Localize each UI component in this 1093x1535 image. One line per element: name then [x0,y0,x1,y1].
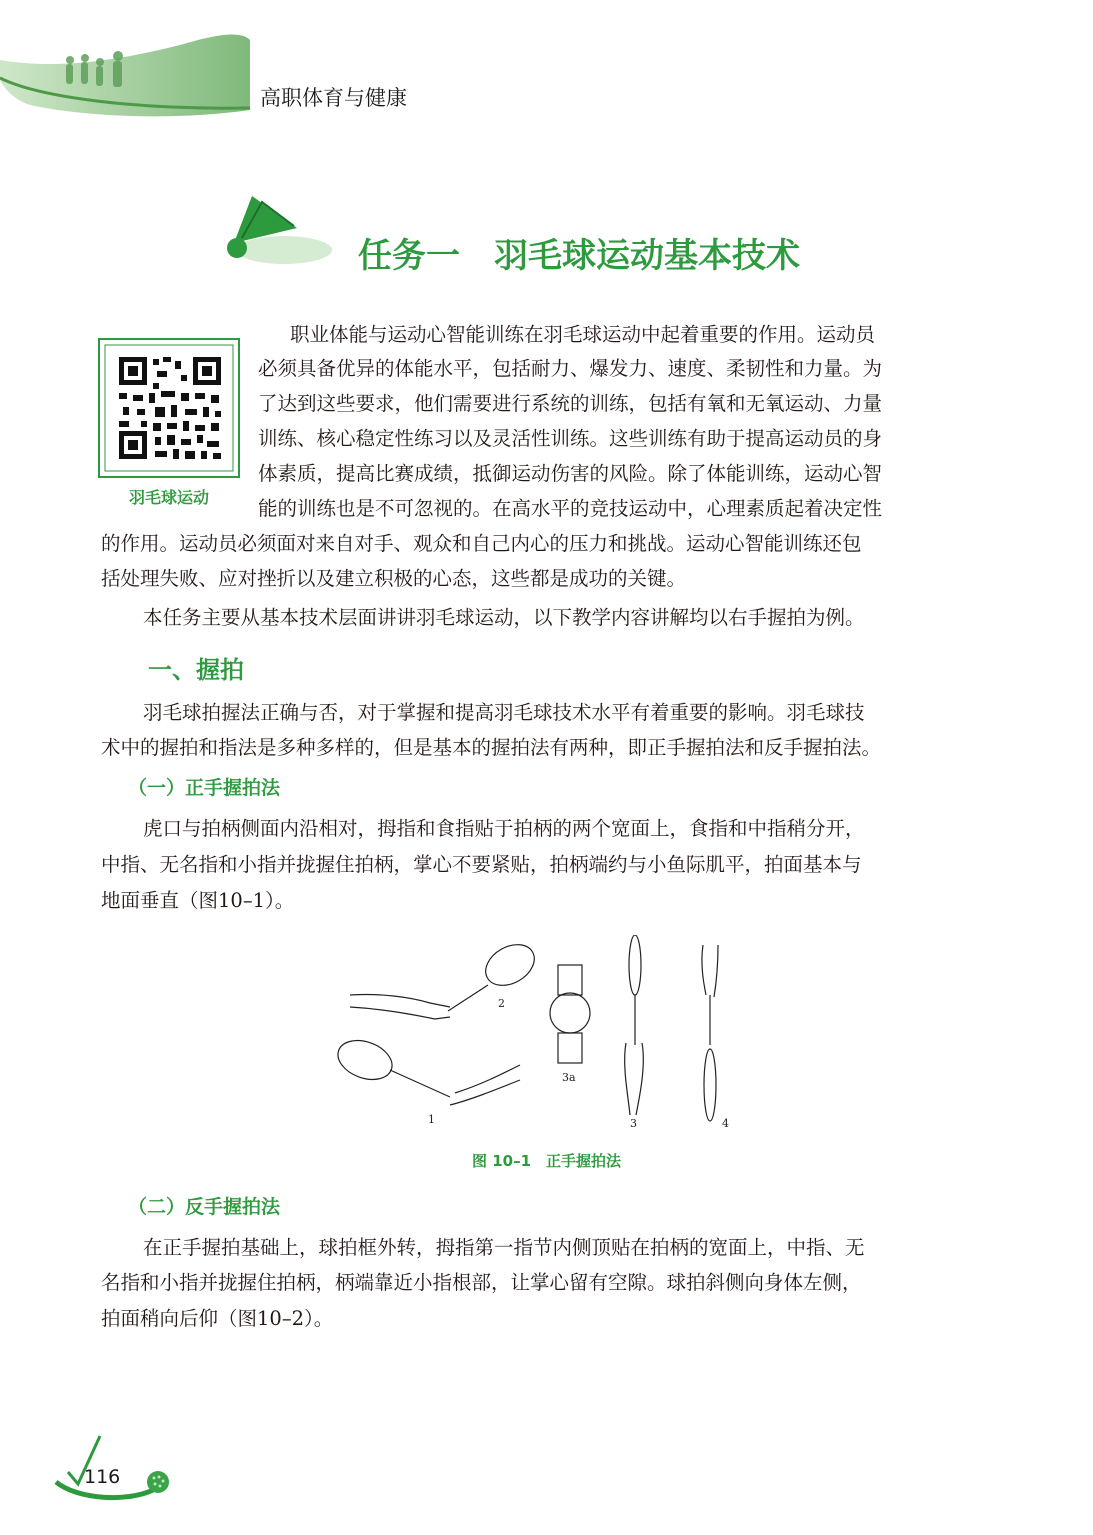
page-number: 116 [84,1466,121,1488]
fig-label-3: 3 [630,1117,637,1130]
forehand-grip-figure [330,935,750,1135]
task-title: 任务一 羽毛球运动基本技术 [358,236,800,276]
sub1-line-1: 虎口与拍柄侧面内沿相对，拇指和食指贴于拍柄的两个宽面上，食指和中指稍分开， [143,817,865,840]
sub2-line-2: 名指和小指并拢握住拍柄，柄端靠近小指根部，让掌心留有空隙。球拍斜侧向身体左侧， [101,1271,862,1294]
intro-line-1: 职业体能与运动心智能训练在羽毛球运动中起着重要的作用。运动员 [290,323,876,346]
subheading-backhand-grip: （二）反手握拍法 [128,1196,281,1218]
fig-label-2: 2 [498,997,505,1010]
section-heading-grip: 一、握拍 [148,656,244,684]
subheading-forehand-grip: （一）正手握拍法 [128,777,281,799]
book-title: 高职体育与健康 [260,86,407,110]
intro-line-9: 本任务主要从基本技术层面讲讲羽毛球运动，以下教学内容讲解均以右手握拍为例。 [143,606,865,629]
figure-caption: 图 10–1 正手握拍法 [471,1152,622,1170]
section1-line-1: 羽毛球拍握法正确与否，对于掌握和提高羽毛球技术水平有着重要的影响。羽毛球技 [143,701,865,724]
intro-line-5: 体素质，提高比赛成绩，抵御运动伤害的风险。除了体能训练，运动心智 [258,462,883,485]
intro-line-2: 必须具备优异的体能水平，包括耐力、爆发力、速度、柔韧性和力量。为 [258,357,883,380]
intro-line-3: 了达到这些要求，他们需要进行系统的训练，包括有氧和无氧运动、力量 [258,392,883,415]
intro-line-6: 能的训练也是不可忽视的。在高水平的竞技运动中，心理素质起着决定性 [258,497,883,520]
sub2-line-1: 在正手握拍基础上，球拍框外转，拇指第一指节内侧顶贴在拍柄的宽面上，中指、无 [143,1236,865,1259]
fig-label-3a: 3a [562,1071,576,1084]
qr-caption: 羽毛球运动 [128,488,209,507]
sub1-line-3: 地面垂直（图10–1）。 [101,889,295,912]
shuttlecock-icon [222,188,332,273]
fig-label-1: 1 [428,1113,435,1126]
qr-code[interactable] [97,337,241,479]
section1-line-2: 术中的握拍和指法是多种多样的，但是基本的握拍法有两种，即正手握拍法和反手握拍法。 [101,736,882,759]
sub2-line-3: 拍面稍向后仰（图10–2）。 [101,1307,334,1330]
intro-line-7: 的作用。运动员必须面对来自对手、观众和自己内心的压力和挑战。运动心智能训练还包 [101,532,862,555]
intro-line-8: 括处理失败、应对挫折以及建立积极的心态，这些都是成功的关键。 [101,567,687,590]
fig-label-4: 4 [722,1117,729,1130]
intro-line-4: 训练、核心稳定性练习以及灵活性训练。这些训练有助于提高运动员的身 [258,427,883,450]
header-banner-runners [0,0,260,125]
sub1-line-2: 中指、无名指和小指并拢握住拍柄，掌心不要紧贴，拍柄端约与小鱼际肌平，拍面基本与 [101,853,862,876]
